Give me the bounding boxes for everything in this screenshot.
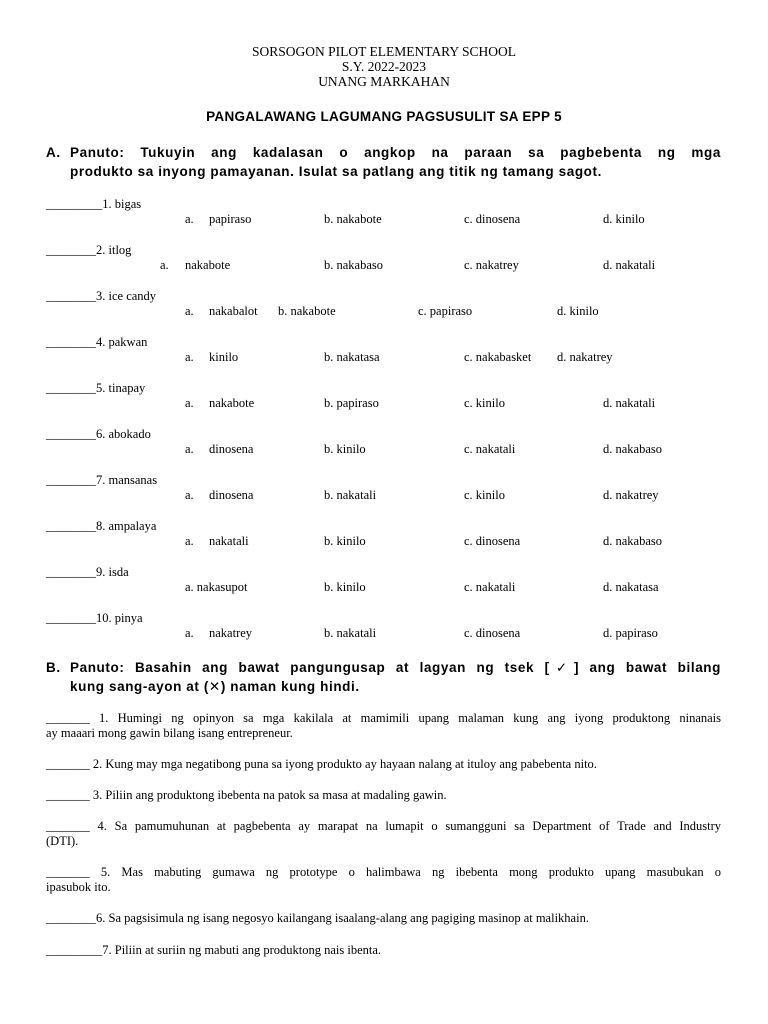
exam-title: PANGALAWANG LAGUMANG PAGSUSULIT SA EPP 5: [206, 109, 562, 124]
section-b-instruction-line1: Panuto: Basahin ang bawat pangungusap at lagyan ng tsek [✓] ang bawat bilang: [70, 660, 721, 675]
question-a-1: _________1. bigas: [46, 197, 142, 211]
question-a-5-option-5: d. nakatali: [603, 396, 656, 410]
question-a-6-option-3: b. kinilo: [324, 442, 366, 456]
question-a-4-option-1: a.: [185, 350, 194, 364]
question-a-2-option-1: a.: [160, 258, 169, 272]
section-a-instruction-line1: Panuto: Tukuyin ang kadalasan o angkop na paraan sa pagbebenta ng mga: [70, 145, 721, 160]
question-a-8: ________8. ampalaya: [46, 519, 157, 533]
question-a-5-option-1: a.: [185, 396, 194, 410]
statement-b-6: ________6. Sa pagsisimula ng isang negosyo kailangang isaalang-alang ang pagiging masinop at malikhain.: [46, 911, 589, 925]
question-a-8-option-1: a.: [185, 534, 194, 548]
question-a-5: ________5. tinapay: [46, 381, 146, 395]
question-a-5-option-4: c. kinilo: [464, 396, 505, 410]
question-a-9-option-5: d. nakatasa: [603, 580, 659, 594]
question-a-9: ________9. isda: [46, 565, 129, 579]
question-a-1-option-2: papiraso: [209, 212, 252, 226]
question-a-3-option-2: nakabalot: [209, 304, 258, 318]
question-a-4-option-2: kinilo: [209, 350, 239, 364]
section-b-instruction-line2: kung sang-ayon at (✕) naman kung hindi.: [70, 679, 360, 694]
question-a-2-option-2: nakabote: [185, 258, 231, 272]
question-a-10-option-3: b. nakatali: [324, 626, 377, 640]
question-a-6: ________6. abokado: [46, 427, 151, 441]
section-b-instruction: [46, 658, 721, 696]
question-a-3-option-3: b. nakabote: [278, 304, 336, 318]
statement-b-2: _______ 2. Kung may mga negatibong puna sa iyong produkto ay hayaan nalang at ituloy ang pabebenta nito.: [46, 757, 597, 771]
question-a-2-option-5: d. nakatali: [603, 258, 656, 272]
question-a-5-option-3: b. papiraso: [324, 396, 379, 410]
statement-b-5: _______ 5. Mas mabuting gumawa ng prototype o halimbawa ng ibebenta mong produkto upang masubukan o: [46, 865, 721, 879]
question-a-1-option-3: b. nakabote: [324, 212, 382, 226]
school-year: S.Y. 2022-2023: [341, 59, 427, 74]
statement-b-4: _______ 4. Sa pamumuhunan at pagbebenta ay marapat na lumapit o sumangguni sa Department of Trade and Industry: [46, 819, 721, 833]
question-a-10-option-2: nakatrey: [209, 626, 253, 640]
statement-b-1: _______ 1. Humingi ng opinyon sa mga kakilala at mamimili upang malaman kung ang iyong produktong ninanais: [46, 711, 721, 725]
question-a-9-option-1: a. nakasupot: [185, 580, 248, 594]
question-a-8-option-3: b. kinilo: [324, 534, 366, 548]
question-a-4: ________4. pakwan: [46, 335, 148, 349]
statement-b-5-continued: ipasubok ito.: [46, 880, 111, 894]
question-a-3: ________3. ice candy: [46, 289, 157, 303]
statement-b-4-continued: (DTI).: [46, 834, 79, 848]
section-a-instruction-line2: produkto sa inyong pamayanan. Isulat sa patlang ang titik ng tamang sagot.: [70, 164, 602, 179]
question-a-10-option-4: c. dinosena: [464, 626, 521, 640]
question-a-8-option-4: c. dinosena: [464, 534, 521, 548]
question-a-7-option-1: a.: [185, 488, 194, 502]
question-a-8-option-2: nakatali: [209, 534, 249, 548]
question-a-6-option-4: c. nakatali: [464, 442, 516, 456]
section-a-letter: A.: [46, 145, 61, 160]
section-a-instruction: [46, 143, 721, 181]
question-a-4-option-3: b. nakatasa: [324, 350, 380, 364]
question-a-10-option-1: a.: [185, 626, 194, 640]
question-a-10: ________10. pinya: [46, 611, 143, 625]
section-b-letter: B.: [46, 660, 61, 675]
question-a-9-option-3: b. kinilo: [324, 580, 366, 594]
question-a-1-option-4: c. dinosena: [464, 212, 521, 226]
question-a-1-option-1: a.: [185, 212, 194, 226]
question-a-3-option-1: a.: [185, 304, 194, 318]
question-a-3-option-5: d. kinilo: [557, 304, 599, 318]
question-a-2: ________2. itlog: [46, 243, 132, 257]
question-a-5-option-2: nakabote: [209, 396, 255, 410]
question-a-4-option-5: d. nakatrey: [557, 350, 613, 364]
statement-b-7: _________7. Piliin at suriin ng mabuti ang produktong nais ibenta.: [46, 943, 382, 957]
question-a-6-option-2: dinosena: [209, 442, 254, 456]
question-a-8-option-5: d. nakabaso: [603, 534, 663, 548]
statement-b-1-continued: ay maaari mong gawin bilang isang entrepreneur.: [46, 726, 293, 740]
question-a-2-option-3: b. nakabaso: [324, 258, 384, 272]
question-a-1-option-5: d. kinilo: [603, 212, 645, 226]
question-a-3-option-4: c. papiraso: [418, 304, 473, 318]
school-name: SORSOGON PILOT ELEMENTARY SCHOOL: [251, 44, 517, 59]
question-a-4-option-4: c. nakabasket: [464, 350, 532, 364]
question-a-6-option-5: d. nakabaso: [603, 442, 663, 456]
question-a-6-option-1: a.: [185, 442, 194, 456]
question-a-9-option-4: c. nakatali: [464, 580, 516, 594]
question-a-2-option-4: c. nakatrey: [464, 258, 519, 272]
question-a-10-option-5: d. papiraso: [603, 626, 658, 640]
quarter-label: UNANG MARKAHAN: [318, 74, 450, 89]
question-a-7-option-5: d. nakatrey: [603, 488, 659, 502]
question-a-7: ________7. mansanas: [46, 473, 158, 487]
question-a-7-option-4: c. kinilo: [464, 488, 505, 502]
question-a-7-option-2: dinosena: [209, 488, 254, 502]
statement-b-3: _______ 3. Piliin ang produktong ibebenta na patok sa masa at madaling gawin.: [46, 788, 447, 802]
question-a-7-option-3: b. nakatali: [324, 488, 377, 502]
